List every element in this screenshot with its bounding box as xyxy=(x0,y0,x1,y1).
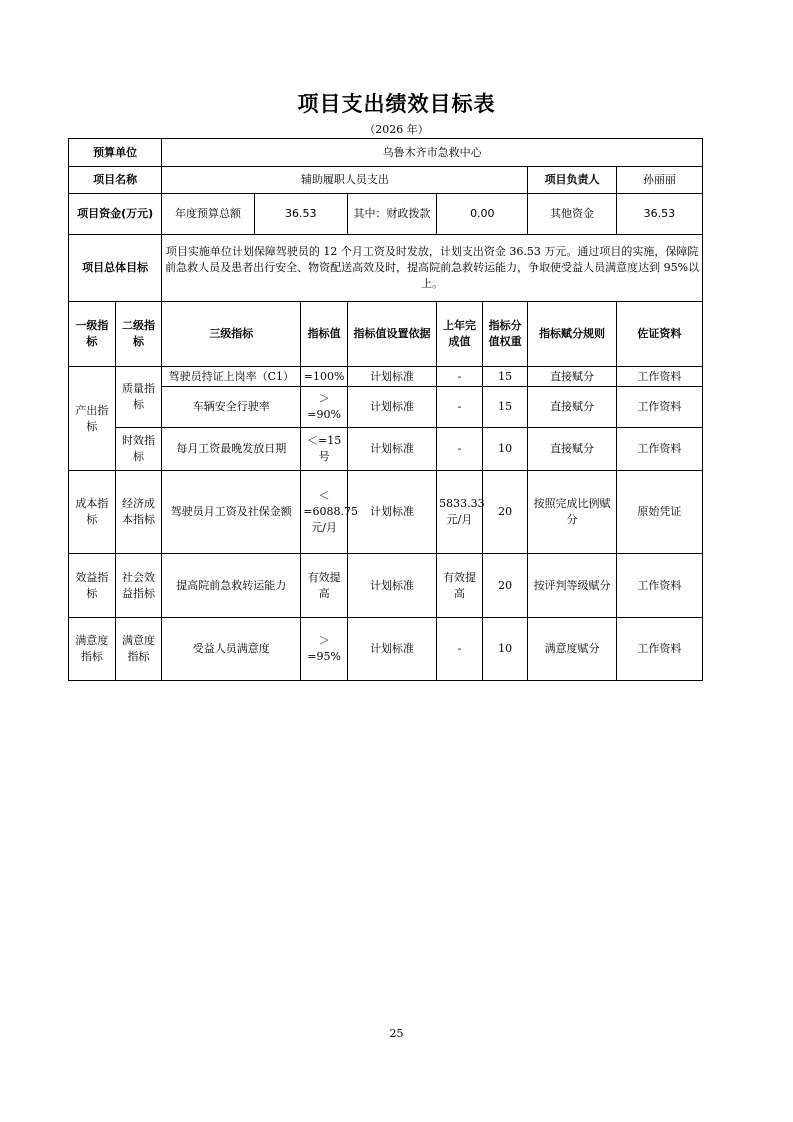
level1-cell: 效益指标 xyxy=(69,554,116,618)
budget-unit-value: 乌鲁木齐市急救中心 xyxy=(162,139,703,167)
page-title: 项目支出绩效目标表 xyxy=(297,92,496,116)
column-header-row xyxy=(69,302,703,367)
table-row xyxy=(69,387,703,428)
weight-cell: 10 xyxy=(482,618,528,681)
table-row xyxy=(69,471,703,554)
level3-cell: 驾驶员持证上岗率（C1） xyxy=(162,367,301,387)
target-value-cell: =100% xyxy=(301,367,348,387)
budget-unit-label: 预算单位 xyxy=(69,139,162,167)
page-number: 25 xyxy=(389,1027,404,1040)
table-row xyxy=(69,618,703,681)
rule-cell: 按照完成比例赋分 xyxy=(528,471,616,554)
column-header-level2: 二级指标 xyxy=(115,302,162,367)
column-header-weight: 指标分值权重 xyxy=(482,302,528,367)
project-leader-label: 项目负责人 xyxy=(528,167,616,194)
year-label: （2026 年） xyxy=(364,123,429,136)
fiscal-allocation-value: 0.00 xyxy=(437,194,528,235)
evidence-cell: 工作资料 xyxy=(616,428,702,471)
level2-cell: 时效指标 xyxy=(115,428,162,471)
column-header-evidence: 佐证资料 xyxy=(616,302,702,367)
project-funds-label: 项目资金(万元) xyxy=(69,194,162,235)
annual-budget-label: 年度预算总额 xyxy=(162,194,254,235)
rule-cell: 满意度赋分 xyxy=(528,618,616,681)
basis-cell: 计划标准 xyxy=(347,471,436,554)
other-funds-label: 其他资金 xyxy=(528,194,616,235)
basis-cell: 计划标准 xyxy=(347,367,436,387)
weight-cell: 20 xyxy=(482,554,528,618)
level3-cell: 受益人员满意度 xyxy=(162,618,301,681)
evidence-cell: 原始凭证 xyxy=(616,471,702,554)
evidence-cell: 工作资料 xyxy=(616,367,702,387)
table-row xyxy=(69,428,703,471)
annual-budget-value: 36.53 xyxy=(254,194,347,235)
column-header-last-year: 上年完成值 xyxy=(437,302,483,367)
level3-cell: 每月工资最晚发放日期 xyxy=(162,428,301,471)
level3-cell: 驾驶员月工资及社保金额 xyxy=(162,471,301,554)
project-funds-row xyxy=(69,194,703,235)
other-funds-value: 36.53 xyxy=(616,194,702,235)
last-year-cell: 5833.33元/月 xyxy=(437,471,483,554)
target-value-cell: ＜=6088.75元/月 xyxy=(301,471,348,554)
table-row xyxy=(69,367,703,387)
evidence-cell: 工作资料 xyxy=(616,618,702,681)
level1-cell: 产出指标 xyxy=(69,367,116,471)
rule-cell: 直接赋分 xyxy=(528,367,616,387)
target-value-cell: 有效提高 xyxy=(301,554,348,618)
project-name-label: 项目名称 xyxy=(69,167,162,194)
evidence-cell: 工作资料 xyxy=(616,554,702,618)
overall-goal-row xyxy=(69,235,703,302)
evidence-cell: 工作资料 xyxy=(616,387,702,428)
basis-cell: 计划标准 xyxy=(347,618,436,681)
performance-target-table xyxy=(68,138,703,681)
level2-cell: 经济成本指标 xyxy=(115,471,162,554)
overall-goal-text: 项目实施单位计划保障驾驶员的 12 个月工资及时发放，计划支出资金 36.53 万元。通过项目的实施，保障院前急救人员及患者出行安全、物资配送高效及时，提高院前急救转运能力，争取使受益人员满意度达到 95%以上。 xyxy=(162,235,703,302)
column-header-rule: 指标赋分规则 xyxy=(528,302,616,367)
column-header-level3: 三级指标 xyxy=(162,302,301,367)
target-value-cell: ＜=15号 xyxy=(301,428,348,471)
weight-cell: 20 xyxy=(482,471,528,554)
level1-cell: 满意度指标 xyxy=(69,618,116,681)
level3-cell: 提高院前急救转运能力 xyxy=(162,554,301,618)
weight-cell: 15 xyxy=(482,387,528,428)
basis-cell: 计划标准 xyxy=(347,387,436,428)
rule-cell: 按评判等级赋分 xyxy=(528,554,616,618)
budget-unit-row xyxy=(69,139,703,167)
column-header-basis: 指标值设置依据 xyxy=(347,302,436,367)
project-leader-value: 孙丽丽 xyxy=(616,167,702,194)
project-name-value: 辅助履职人员支出 xyxy=(162,167,528,194)
last-year-cell: - xyxy=(437,618,483,681)
basis-cell: 计划标准 xyxy=(347,428,436,471)
last-year-cell: - xyxy=(437,428,483,471)
level2-cell: 满意度指标 xyxy=(115,618,162,681)
project-name-row xyxy=(69,167,703,194)
last-year-cell: 有效提高 xyxy=(437,554,483,618)
last-year-cell: - xyxy=(437,387,483,428)
last-year-cell: - xyxy=(437,367,483,387)
level3-cell: 车辆安全行驶率 xyxy=(162,387,301,428)
overall-goal-label: 项目总体目标 xyxy=(69,235,162,302)
basis-cell: 计划标准 xyxy=(347,554,436,618)
level2-cell: 质量指标 xyxy=(115,367,162,428)
weight-cell: 15 xyxy=(482,367,528,387)
rule-cell: 直接赋分 xyxy=(528,428,616,471)
level2-cell: 社会效益指标 xyxy=(115,554,162,618)
rule-cell: 直接赋分 xyxy=(528,387,616,428)
level1-cell: 成本指标 xyxy=(69,471,116,554)
fiscal-allocation-label: 其中：财政拨款 xyxy=(347,194,436,235)
target-value-cell: ＞=95% xyxy=(301,618,348,681)
table-row xyxy=(69,554,703,618)
weight-cell: 10 xyxy=(482,428,528,471)
column-header-level1: 一级指标 xyxy=(69,302,116,367)
column-header-value: 指标值 xyxy=(301,302,348,367)
target-value-cell: ＞=90% xyxy=(301,387,348,428)
